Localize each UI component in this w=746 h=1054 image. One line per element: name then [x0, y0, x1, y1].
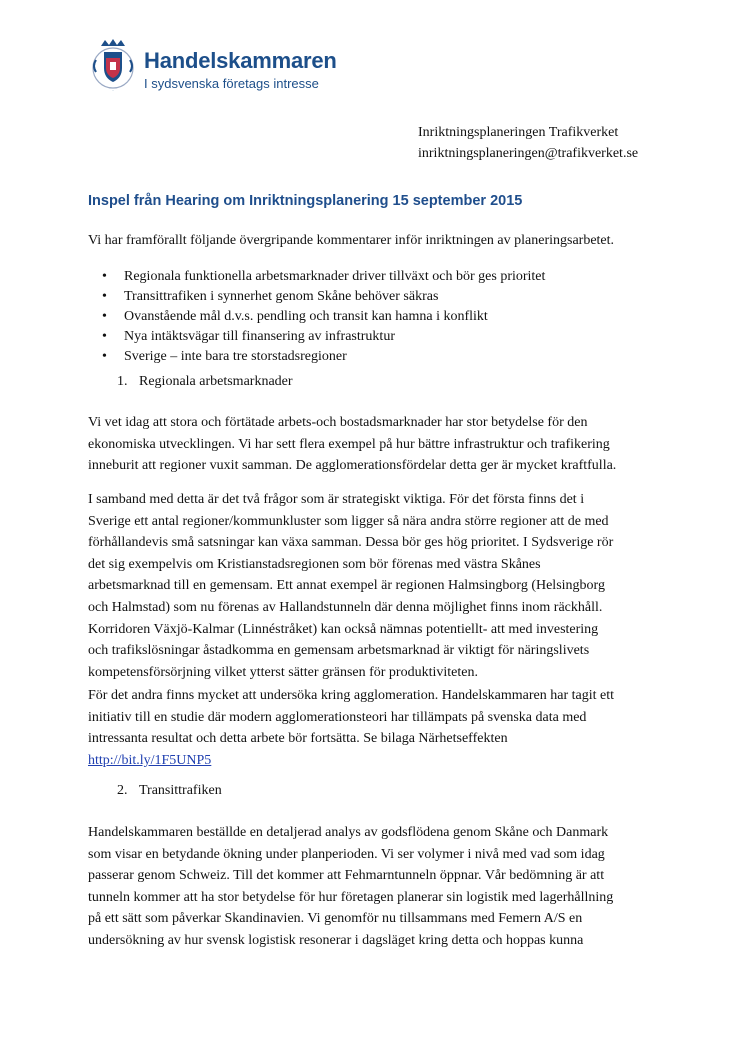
logo-name: Handelskammaren — [144, 48, 337, 73]
section2-paragraph-1: Handelskammaren beställde en detaljerad analys av godsflödena genom Skåne och Danmark som visar en betydande ökning under planperioden. Vi ser volymer i nivå med vad som idag passerar genom Schweiz. Till det kommer att Fehmarntunneln öppnar. Vår bedömning är att tunneln kommer att ha stor betydelse för hur företagen planerar sin logistik med lagerhållning på ett sätt som påverkar Skandinavien. Vi genomför nu tillsammans med Femern A/S en undersökning av hur svensk logistisk resonerar i dagsläget kring detta och hoppas kunna — [88, 825, 614, 948]
bullet-icon: • — [102, 269, 107, 284]
bullet-list — [88, 267, 545, 367]
recipient-block — [418, 122, 638, 164]
bullet-icon: • — [102, 289, 107, 304]
narhetseffekten-link[interactable]: http://bit.ly/1F5UNP5 — [88, 752, 212, 768]
section-heading-1: 1. Regionala arbetsmarknader — [117, 374, 293, 389]
list-item: • Sverige – inte bara tre storstadsregioner — [88, 347, 545, 367]
svg-text:.: . — [112, 87, 114, 92]
document-heading: Inspel från Hearing om Inriktningsplanering 15 september 2015 — [88, 193, 523, 209]
bullet-icon: • — [102, 309, 107, 324]
list-item: • Ovanstående mål d.v.s. pendling och transit kan hamna i konflikt — [88, 307, 545, 327]
bullet-icon: • — [102, 349, 107, 364]
intro-paragraph: Vi har framförallt följande övergripande kommentarer inför inriktningen av planeringsarbetet. — [88, 233, 615, 248]
section-heading-2: 2. Transittrafiken — [117, 783, 222, 798]
recipient-name: Inriktningsplaneringen Trafikverket — [418, 125, 619, 140]
section1-paragraph-1: Vi vet idag att stora och förtätade arbets-och bostadsmarknader har stor betydelse för den ekonomiska utvecklingen. Vi har sett flera exempel på hur bättre infrastruktur och trafikering inneburit att regioner vuxit samman. De agglomerationsfördelar detta ger är mycket kraftfulla. — [88, 415, 617, 474]
section1-paragraph-2: I samband med detta är det två frågor som är strategiskt viktiga. För det första finns det i Sverige ett antal regioner/kommunkluster som ligger så nära andra större regioner att de med förhållandevis små satsningar kan växa samman. Dessa bör ges hög prioritet. I Sydsverige rör det sig exempelvis om Kristianstadsregionen som bör förenas med västra Skånes arbetsmarknad till en gemensam. Ett annat exempel är regionen Halmsingborg (Helsingborg och Halmstad) som nu förenas av Hallandstunneln där denna möjlighet finns inom räckhåll. Korridoren Växjö-Kalmar (Linnéstråket) kan också nämnas potentiellt- att med investering och trafikslösningar åstadkomma en gemensam arbetsmarknad är viktigt för näringslivets kompetensförsörjning vilket ytterst sätter gränsen för produktiviteten. — [88, 492, 614, 680]
bullet-icon: • — [102, 329, 107, 344]
list-item: • Nya intäktsvägar till finansering av infrastruktur — [88, 327, 545, 347]
coat-of-arms-icon — [88, 38, 138, 94]
list-item: • Regionala funktionella arbetsmarknader driver tillväxt och bör ges prioritet — [88, 267, 545, 287]
list-item: • Transittrafiken i synnerhet genom Skåne behöver säkras — [88, 287, 545, 307]
logo — [88, 38, 348, 94]
section1-paragraph-3: För det andra finns mycket att undersöka kring agglomeration. Handelskammaren har tagit ett initiativ till en studie där modern agglomerationsteori har tillämpats på svenska data med intressanta resultat och detta arbete bör fortsätta. Se bilaga Närhetseffekten http://bit.ly/1F5UNP5 — [88, 688, 615, 768]
logo-tagline: I sydsvenska företags intresse — [144, 76, 319, 91]
recipient-email: inriktningsplaneringen@trafikverket.se — [418, 146, 639, 161]
